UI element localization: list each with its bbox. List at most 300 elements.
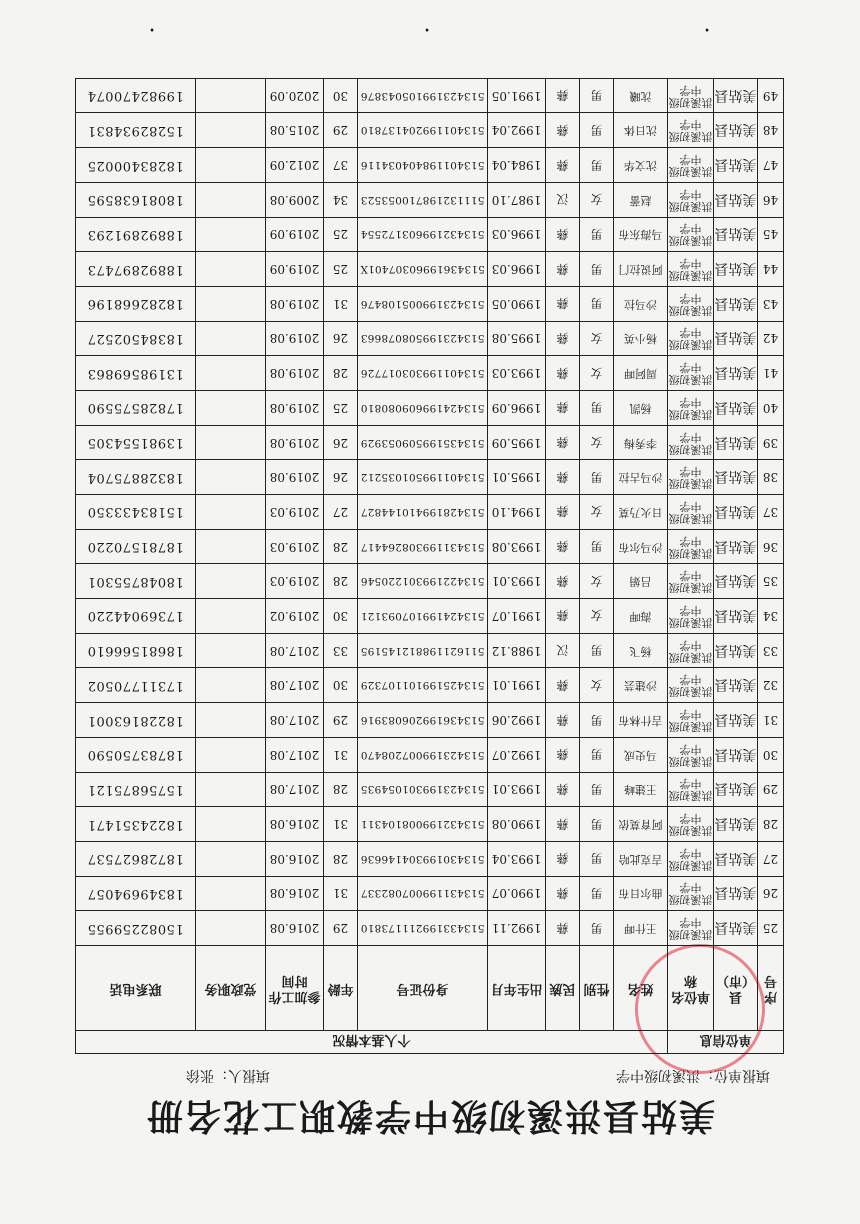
cell-id: 513423199005108476 bbox=[358, 286, 488, 321]
cell-id: 513431199007082337 bbox=[358, 876, 488, 911]
cell-no: 35 bbox=[758, 564, 784, 599]
column-header: 民族 bbox=[546, 946, 580, 1031]
cell-post bbox=[196, 737, 266, 772]
cell-sex: 男 bbox=[580, 911, 614, 946]
cell-no: 25 bbox=[758, 911, 784, 946]
cell-birth: 1993.01 bbox=[488, 564, 546, 599]
cell-no: 46 bbox=[758, 182, 784, 217]
cell-birth: 1992.04 bbox=[488, 113, 546, 148]
group-header-personal: 个人基本情况 bbox=[75, 1031, 667, 1054]
cell-sex: 女 bbox=[580, 182, 614, 217]
cell-no: 48 bbox=[758, 113, 784, 148]
column-header: 党政职务 bbox=[196, 946, 266, 1031]
cell-age: 25 bbox=[324, 391, 358, 426]
cell-county: 美姑县 bbox=[714, 599, 758, 634]
table-row bbox=[75, 460, 783, 495]
cell-sex: 女 bbox=[580, 668, 614, 703]
cell-phone: 15756875121 bbox=[75, 772, 195, 807]
cell-name: 周阿呷 bbox=[614, 356, 668, 391]
cell-work: 2017.08 bbox=[266, 772, 324, 807]
cell-phone: 18224351471 bbox=[75, 807, 195, 842]
cell-no: 49 bbox=[758, 78, 784, 113]
cell-sex: 男 bbox=[580, 841, 614, 876]
cell-id: 513401199204137810 bbox=[358, 113, 488, 148]
cell-id: 513432199008104311 bbox=[358, 807, 488, 842]
cell-phone: 15183433350 bbox=[75, 495, 195, 530]
cell-id: 513425199101107329 bbox=[358, 668, 488, 703]
cell-birth: 1995.09 bbox=[488, 425, 546, 460]
cell-unit: 洪溪初级中学 bbox=[668, 321, 714, 356]
cell-birth: 1993.08 bbox=[488, 529, 546, 564]
cell-phone: 18892897473 bbox=[75, 252, 195, 287]
table-row bbox=[75, 772, 783, 807]
cell-name: 海呷 bbox=[614, 599, 668, 634]
cell-no: 32 bbox=[758, 668, 784, 703]
cell-post bbox=[196, 495, 266, 530]
cell-post bbox=[196, 841, 266, 876]
cell-county: 美姑县 bbox=[714, 217, 758, 252]
table-row bbox=[75, 564, 783, 599]
cell-phone: 18328875704 bbox=[75, 460, 195, 495]
cell-age: 29 bbox=[324, 911, 358, 946]
cell-unit: 洪溪初级中学 bbox=[668, 460, 714, 495]
cell-birth: 1991.05 bbox=[488, 78, 546, 113]
cell-name: 沙马尔布 bbox=[614, 529, 668, 564]
cell-age: 30 bbox=[324, 668, 358, 703]
cell-county: 美姑县 bbox=[714, 772, 758, 807]
cell-no: 28 bbox=[758, 807, 784, 842]
cell-age: 28 bbox=[324, 772, 358, 807]
cell-county: 美姑县 bbox=[714, 113, 758, 148]
table-row bbox=[75, 737, 783, 772]
cell-name: 马海东布 bbox=[614, 217, 668, 252]
cell-county: 美姑县 bbox=[714, 703, 758, 738]
cell-birth: 1993.01 bbox=[488, 772, 546, 807]
cell-work: 2015.08 bbox=[266, 113, 324, 148]
table-row bbox=[75, 876, 783, 911]
cell-sex: 男 bbox=[580, 876, 614, 911]
fill-person: 填报人：张徐 bbox=[186, 1067, 270, 1083]
cell-name: 曲尔日布 bbox=[614, 876, 668, 911]
cell-unit: 洪溪初级中学 bbox=[668, 633, 714, 668]
cell-county: 美姑县 bbox=[714, 460, 758, 495]
cell-no: 37 bbox=[758, 495, 784, 530]
cell-id: 513401199303017726 bbox=[358, 356, 488, 391]
cell-county: 美姑县 bbox=[714, 841, 758, 876]
cell-phone: 13981554305 bbox=[75, 425, 195, 460]
cell-age: 28 bbox=[324, 529, 358, 564]
cell-work: 2019.03 bbox=[266, 495, 324, 530]
cell-no: 33 bbox=[758, 633, 784, 668]
cell-unit: 洪溪初级中学 bbox=[668, 148, 714, 183]
cell-id: 51343619960307401X bbox=[358, 252, 488, 287]
cell-age: 26 bbox=[324, 321, 358, 356]
cell-work: 2019.08 bbox=[266, 425, 324, 460]
cell-unit: 洪溪初级中学 bbox=[668, 425, 714, 460]
cell-birth: 1990.05 bbox=[488, 286, 546, 321]
cell-sex: 男 bbox=[580, 460, 614, 495]
cell-post bbox=[196, 286, 266, 321]
cell-county: 美姑县 bbox=[714, 876, 758, 911]
cell-no: 30 bbox=[758, 737, 784, 772]
column-header: 联系电话 bbox=[75, 946, 195, 1031]
cell-id: 513435199509053929 bbox=[358, 425, 488, 460]
cell-id: 513401198404034116 bbox=[358, 148, 488, 183]
table-row bbox=[75, 391, 783, 426]
cell-county: 美姑县 bbox=[714, 182, 758, 217]
column-header: 单位名称 bbox=[668, 946, 714, 1031]
cell-sex: 男 bbox=[580, 148, 614, 183]
cell-name: 沙马拉 bbox=[614, 286, 668, 321]
scan-dot: • bbox=[704, 23, 710, 34]
cell-work: 2019.08 bbox=[266, 356, 324, 391]
cell-unit: 洪溪初级中学 bbox=[668, 182, 714, 217]
cell-sex: 男 bbox=[580, 252, 614, 287]
column-header: 姓名 bbox=[614, 946, 668, 1031]
cell-no: 43 bbox=[758, 286, 784, 321]
cell-no: 26 bbox=[758, 876, 784, 911]
cell-unit: 洪溪初级中学 bbox=[668, 599, 714, 634]
cell-birth: 1990.07 bbox=[488, 876, 546, 911]
cell-work: 2017.08 bbox=[266, 668, 324, 703]
cell-birth: 1991.07 bbox=[488, 599, 546, 634]
cell-nation: 彝 bbox=[546, 148, 580, 183]
cell-id: 513423199508078663 bbox=[358, 321, 488, 356]
table-row bbox=[75, 356, 783, 391]
cell-work: 2016.08 bbox=[266, 876, 324, 911]
cell-id: 513428199410144827 bbox=[358, 495, 488, 530]
column-header: 序号 bbox=[758, 946, 784, 1031]
table-row bbox=[75, 807, 783, 842]
cell-phone: 15282934831 bbox=[75, 113, 195, 148]
cell-work: 2019.08 bbox=[266, 391, 324, 426]
cell-unit: 洪溪初级中学 bbox=[668, 286, 714, 321]
cell-phone: 17369044220 bbox=[75, 599, 195, 634]
cell-unit: 洪溪初级中学 bbox=[668, 252, 714, 287]
cell-post bbox=[196, 252, 266, 287]
cell-no: 27 bbox=[758, 841, 784, 876]
cell-county: 美姑县 bbox=[714, 529, 758, 564]
cell-nation: 彝 bbox=[546, 78, 580, 113]
cell-id: 513430199304146636 bbox=[358, 841, 488, 876]
cell-birth: 1992.07 bbox=[488, 737, 546, 772]
cell-unit: 洪溪初级中学 bbox=[668, 703, 714, 738]
cell-no: 38 bbox=[758, 460, 784, 495]
cell-nation: 彝 bbox=[546, 911, 580, 946]
cell-age: 31 bbox=[324, 876, 358, 911]
column-header: 身份证号 bbox=[358, 946, 488, 1031]
cell-sex: 女 bbox=[580, 564, 614, 599]
cell-unit: 洪溪初级中学 bbox=[668, 876, 714, 911]
cell-phone: 18681566610 bbox=[75, 633, 195, 668]
cell-name: 吕娟 bbox=[614, 564, 668, 599]
cell-no: 36 bbox=[758, 529, 784, 564]
cell-post bbox=[196, 807, 266, 842]
cell-county: 美姑县 bbox=[714, 252, 758, 287]
cell-post bbox=[196, 529, 266, 564]
cell-work: 2017.08 bbox=[266, 633, 324, 668]
cell-post bbox=[196, 633, 266, 668]
cell-county: 美姑县 bbox=[714, 321, 758, 356]
cell-nation: 彝 bbox=[546, 356, 580, 391]
cell-sex: 女 bbox=[580, 356, 614, 391]
cell-nation: 汉 bbox=[546, 633, 580, 668]
cell-age: 26 bbox=[324, 460, 358, 495]
cell-nation: 彝 bbox=[546, 876, 580, 911]
cell-nation: 彝 bbox=[546, 460, 580, 495]
table-row bbox=[75, 529, 783, 564]
cell-id: 513423199301054935 bbox=[358, 772, 488, 807]
cell-post bbox=[196, 876, 266, 911]
cell-age: 25 bbox=[324, 217, 358, 252]
cell-sex: 男 bbox=[580, 807, 614, 842]
cell-phone: 18048755301 bbox=[75, 564, 195, 599]
cell-nation: 彝 bbox=[546, 529, 580, 564]
cell-sex: 女 bbox=[580, 495, 614, 530]
cell-post bbox=[196, 599, 266, 634]
cell-post bbox=[196, 356, 266, 391]
cell-nation: 彝 bbox=[546, 668, 580, 703]
cell-nation: 彝 bbox=[546, 217, 580, 252]
cell-age: 33 bbox=[324, 633, 358, 668]
table-row bbox=[75, 599, 783, 634]
cell-unit: 洪溪初级中学 bbox=[668, 78, 714, 113]
cell-birth: 1987.10 bbox=[488, 182, 546, 217]
cell-sex: 男 bbox=[580, 113, 614, 148]
cell-post bbox=[196, 148, 266, 183]
cell-name: 杨小英 bbox=[614, 321, 668, 356]
cell-sex: 男 bbox=[580, 78, 614, 113]
cell-nation: 彝 bbox=[546, 252, 580, 287]
cell-name: 李秀梅 bbox=[614, 425, 668, 460]
cell-work: 2016.08 bbox=[266, 911, 324, 946]
cell-name: 杨凯 bbox=[614, 391, 668, 426]
cell-nation: 彝 bbox=[546, 495, 580, 530]
cell-birth: 1994.10 bbox=[488, 495, 546, 530]
cell-age: 30 bbox=[324, 599, 358, 634]
cell-nation: 彝 bbox=[546, 599, 580, 634]
cell-post bbox=[196, 425, 266, 460]
column-header: 年龄 bbox=[324, 946, 358, 1031]
staff-table bbox=[75, 78, 784, 1054]
cell-age: 27 bbox=[324, 495, 358, 530]
cell-no: 40 bbox=[758, 391, 784, 426]
cell-sex: 男 bbox=[580, 633, 614, 668]
cell-unit: 洪溪初级中学 bbox=[668, 356, 714, 391]
cell-age: 26 bbox=[324, 425, 358, 460]
fill-unit: 填报单位：洪溪初级中学 bbox=[616, 1067, 770, 1083]
cell-name: 吉什林布 bbox=[614, 703, 668, 738]
cell-birth: 1993.04 bbox=[488, 841, 546, 876]
cell-nation: 彝 bbox=[546, 321, 580, 356]
cell-post bbox=[196, 321, 266, 356]
cell-no: 44 bbox=[758, 252, 784, 287]
cell-unit: 洪溪初级中学 bbox=[668, 668, 714, 703]
cell-age: 34 bbox=[324, 182, 358, 217]
cell-birth: 1991.01 bbox=[488, 668, 546, 703]
table-row bbox=[75, 217, 783, 252]
cell-county: 美姑县 bbox=[714, 564, 758, 599]
cell-age: 30 bbox=[324, 78, 358, 113]
cell-post bbox=[196, 460, 266, 495]
cell-name: 王什呷 bbox=[614, 911, 668, 946]
cell-id: 511132198710053523 bbox=[358, 182, 488, 217]
cell-phone: 18384502527 bbox=[75, 321, 195, 356]
cell-county: 美姑县 bbox=[714, 356, 758, 391]
cell-id: 513436199206083916 bbox=[358, 703, 488, 738]
cell-name: 沈日体 bbox=[614, 113, 668, 148]
cell-sex: 女 bbox=[580, 321, 614, 356]
cell-sex: 男 bbox=[580, 391, 614, 426]
cell-post bbox=[196, 564, 266, 599]
cell-name: 阿育莫依 bbox=[614, 807, 668, 842]
cell-phone: 13198569863 bbox=[75, 356, 195, 391]
cell-phone: 18349694057 bbox=[75, 876, 195, 911]
cell-no: 47 bbox=[758, 148, 784, 183]
cell-work: 2020.09 bbox=[266, 78, 324, 113]
cell-age: 28 bbox=[324, 841, 358, 876]
cell-work: 2012.09 bbox=[266, 148, 324, 183]
cell-nation: 彝 bbox=[546, 737, 580, 772]
cell-nation: 彝 bbox=[546, 391, 580, 426]
table-row bbox=[75, 252, 783, 287]
cell-work: 2016.08 bbox=[266, 841, 324, 876]
cell-work: 2016.08 bbox=[266, 807, 324, 842]
cell-nation: 彝 bbox=[546, 807, 580, 842]
cell-age: 25 bbox=[324, 252, 358, 287]
cell-post bbox=[196, 78, 266, 113]
cell-no: 39 bbox=[758, 425, 784, 460]
cell-age: 28 bbox=[324, 356, 358, 391]
cell-phone: 18081638595 bbox=[75, 182, 195, 217]
cell-birth: 1984.04 bbox=[488, 148, 546, 183]
cell-work: 2019.08 bbox=[266, 460, 324, 495]
cell-post bbox=[196, 703, 266, 738]
cell-birth: 1995.08 bbox=[488, 321, 546, 356]
cell-work: 2009.08 bbox=[266, 182, 324, 217]
cell-nation: 彝 bbox=[546, 772, 580, 807]
cell-id: 513433199211173810 bbox=[358, 911, 488, 946]
cell-name: 马史成 bbox=[614, 737, 668, 772]
cell-birth: 1988.12 bbox=[488, 633, 546, 668]
cell-unit: 洪溪初级中学 bbox=[668, 391, 714, 426]
cell-phone: 15082259955 bbox=[75, 911, 195, 946]
cell-unit: 洪溪初级中学 bbox=[668, 911, 714, 946]
cell-phone: 18783750590 bbox=[75, 737, 195, 772]
table-row bbox=[75, 703, 783, 738]
cell-phone: 18781570220 bbox=[75, 529, 195, 564]
cell-id: 513401199501035212 bbox=[358, 460, 488, 495]
cell-work: 2019.02 bbox=[266, 599, 324, 634]
document-title: 美姑县洪溪初级中学教职工花名册 bbox=[145, 1095, 716, 1137]
cell-county: 美姑县 bbox=[714, 807, 758, 842]
cell-name: 王建峰 bbox=[614, 772, 668, 807]
cell-birth: 1993.03 bbox=[488, 356, 546, 391]
cell-id: 513424199107093121 bbox=[358, 599, 488, 634]
cell-phone: 17311770502 bbox=[75, 668, 195, 703]
scan-dot: • bbox=[424, 23, 430, 34]
column-header: 县（市） bbox=[714, 946, 758, 1031]
cell-age: 28 bbox=[324, 564, 358, 599]
table-row bbox=[75, 78, 783, 113]
table-row bbox=[75, 495, 783, 530]
cell-name: 赵蕾 bbox=[614, 182, 668, 217]
cell-unit: 洪溪初级中学 bbox=[668, 737, 714, 772]
cell-name: 沈文华 bbox=[614, 148, 668, 183]
cell-sex: 男 bbox=[580, 217, 614, 252]
cell-unit: 洪溪初级中学 bbox=[668, 841, 714, 876]
cell-nation: 彝 bbox=[546, 841, 580, 876]
cell-county: 美姑县 bbox=[714, 911, 758, 946]
cell-post bbox=[196, 113, 266, 148]
cell-no: 31 bbox=[758, 703, 784, 738]
cell-name: 沈曦 bbox=[614, 78, 668, 113]
cell-phone: 18892891293 bbox=[75, 217, 195, 252]
cell-work: 2017.08 bbox=[266, 737, 324, 772]
cell-work: 2019.08 bbox=[266, 321, 324, 356]
cell-phone: 17828575590 bbox=[75, 391, 195, 426]
cell-name: 沙马古拉 bbox=[614, 460, 668, 495]
cell-name: 吉克此哈 bbox=[614, 841, 668, 876]
cell-id: 513422199301220546 bbox=[358, 564, 488, 599]
cell-county: 美姑县 bbox=[714, 286, 758, 321]
table-row bbox=[75, 148, 783, 183]
cell-work: 2019.09 bbox=[266, 252, 324, 287]
cell-no: 42 bbox=[758, 321, 784, 356]
table-row bbox=[75, 182, 783, 217]
cell-post bbox=[196, 217, 266, 252]
cell-sex: 男 bbox=[580, 529, 614, 564]
cell-phone: 18282668196 bbox=[75, 286, 195, 321]
table-row bbox=[75, 425, 783, 460]
cell-nation: 彝 bbox=[546, 113, 580, 148]
cell-nation: 彝 bbox=[546, 703, 580, 738]
table-row bbox=[75, 841, 783, 876]
cell-post bbox=[196, 772, 266, 807]
cell-county: 美姑县 bbox=[714, 495, 758, 530]
cell-birth: 1990.08 bbox=[488, 807, 546, 842]
column-header: 出生年月 bbox=[488, 946, 546, 1031]
table-row bbox=[75, 911, 783, 946]
table-row bbox=[75, 321, 783, 356]
cell-nation: 彝 bbox=[546, 425, 580, 460]
cell-phone: 18728627537 bbox=[75, 841, 195, 876]
cell-sex: 女 bbox=[580, 425, 614, 460]
table-row bbox=[75, 668, 783, 703]
cell-nation: 彝 bbox=[546, 286, 580, 321]
cell-unit: 洪溪初级中学 bbox=[668, 217, 714, 252]
cell-no: 34 bbox=[758, 599, 784, 634]
cell-nation: 汉 bbox=[546, 182, 580, 217]
cell-unit: 洪溪初级中学 bbox=[668, 772, 714, 807]
cell-id: 513424199609080810 bbox=[358, 391, 488, 426]
cell-unit: 洪溪初级中学 bbox=[668, 495, 714, 530]
cell-age: 31 bbox=[324, 737, 358, 772]
cell-name: 日火乃莫 bbox=[614, 495, 668, 530]
cell-name: 沙建芸 bbox=[614, 668, 668, 703]
cell-unit: 洪溪初级中学 bbox=[668, 807, 714, 842]
cell-work: 2017.08 bbox=[266, 703, 324, 738]
cell-unit: 洪溪初级中学 bbox=[668, 564, 714, 599]
cell-county: 美姑县 bbox=[714, 78, 758, 113]
cell-unit: 洪溪初级中学 bbox=[668, 113, 714, 148]
cell-no: 41 bbox=[758, 356, 784, 391]
cell-phone: 18228163001 bbox=[75, 703, 195, 738]
cell-unit: 洪溪初级中学 bbox=[668, 529, 714, 564]
cell-age: 31 bbox=[324, 807, 358, 842]
cell-work: 2019.08 bbox=[266, 286, 324, 321]
cell-post bbox=[196, 911, 266, 946]
